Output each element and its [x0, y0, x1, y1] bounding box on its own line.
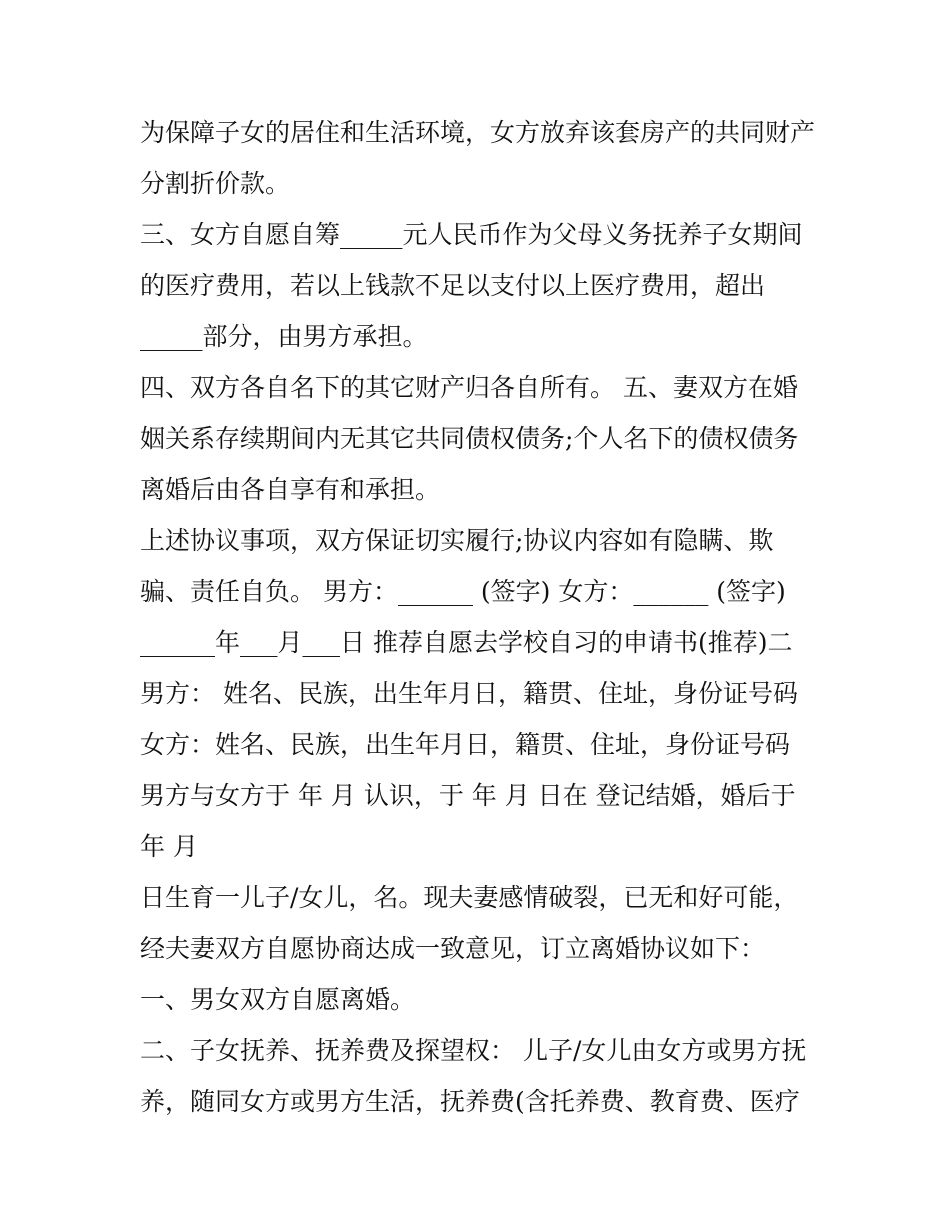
text-line: 离婚后由各自享有和承担。 — [140, 475, 441, 504]
text-line: 男方： 姓名、民族，出生年月日，籍贯、住址，身份证号码 — [140, 679, 798, 708]
text-line: 年 月 — [140, 832, 198, 861]
text-line: 为保障子女的居住和生活环境，女方放弃该套房产的共同财产 — [140, 118, 816, 147]
text-line: 女方：姓名、民族，出生年月日，籍贯、住址，身份证号码 — [140, 730, 791, 759]
text-line: 的医疗费用，若以上钱款不足以支付以上医疗费用，超出 — [140, 271, 766, 300]
text-line: 日生育一儿子/女儿，名。现夫妻感情破裂，已无和好可能， — [140, 883, 799, 912]
text-line: 男方与女方于 年 月 认识，于 年 月 日在 登记结婚，婚后于 — [140, 781, 796, 810]
text-line: 骗、责任自负。 男方：______ (签字) 女方：______ (签字) — [140, 577, 786, 606]
text-line: 三、女方自愿自筹_____元人民币作为父母义务抚养子女期间 — [140, 220, 803, 249]
text-line: 姻关系存续期间内无其它共同债权债务;个人名下的债权债务 — [140, 424, 799, 453]
document-body — [140, 107, 830, 1127]
text-line: 一、男女双方自愿离婚。 — [140, 985, 416, 1014]
text-line: 分割折价款。 — [140, 169, 291, 198]
text-line: 经夫妻双方自愿协商达成一致意见，订立离婚协议如下： — [140, 934, 766, 963]
text-line: 二、子女抚养、抚养费及探望权： 儿子/女儿由女方或男方抚 — [140, 1036, 807, 1065]
text-line: _____部分，由男方承担。 — [140, 322, 428, 351]
text-line: 养，随同女方或男方生活，抚养费(含托养费、教育费、医疗 — [140, 1087, 800, 1116]
text-line: ______年___月___日 推荐自愿去学校自习的申请书(推荐)二 — [140, 628, 793, 657]
text-line: 上述协议事项，双方保证切实履行;协议内容如有隐瞒、欺 — [140, 526, 774, 555]
text-line: 四、双方各自名下的其它财产归各自所有。 五、妻双方在婚 — [140, 373, 798, 402]
